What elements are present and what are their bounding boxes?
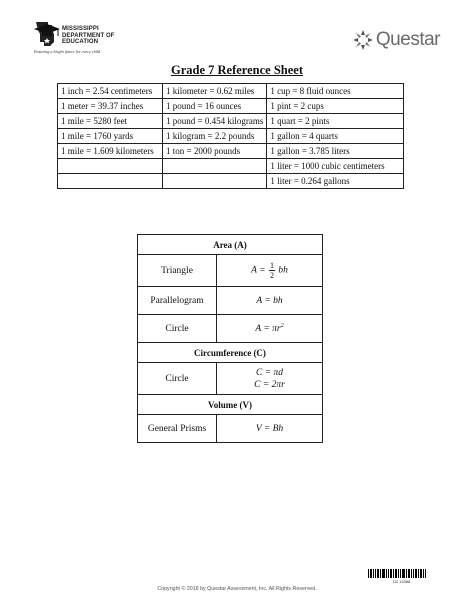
- one-half-fraction: [269, 261, 275, 280]
- table-cell: [58, 159, 163, 174]
- table-cell: 1 ton = 2000 pounds: [163, 144, 267, 159]
- table-row: [58, 129, 404, 144]
- formula-table: [137, 234, 323, 443]
- table-cell: 1 liter = 0.264 gallons: [267, 174, 404, 189]
- mde-tagline: Ensuring a bright future for every child: [34, 49, 101, 54]
- table-cell: 1 pound = 16 ounces: [163, 99, 267, 114]
- questar-mark-icon: [353, 30, 373, 50]
- triangle-label: Triangle: [138, 255, 217, 287]
- questar-logo: [353, 29, 440, 51]
- table-row: [58, 174, 404, 189]
- barcode: [368, 569, 438, 578]
- table-cell: 1 gallon = 4 quarts: [267, 129, 404, 144]
- page-title: Grade 7 Reference Sheet: [170, 63, 303, 77]
- area-header: Area (A): [138, 235, 323, 255]
- parallelogram-formula: A = bh: [217, 287, 323, 315]
- questar-wordmark: Questar: [375, 29, 440, 50]
- mde-wordmark: [62, 26, 115, 46]
- prisms-formula: V = Bh: [217, 415, 323, 443]
- table-cell: 1 cup = 8 fluid ounces: [267, 84, 404, 99]
- triangle-formula: [217, 255, 323, 287]
- mde-line: EDUCATION: [62, 39, 99, 46]
- table-cell: 1 pound = 0.454 kilograms: [163, 114, 267, 129]
- triangle-rhs: bh: [278, 265, 288, 276]
- mde-line: MISSISSIPPI: [62, 26, 99, 32]
- parallelogram-label: Parallelogram: [138, 287, 217, 315]
- circle-circumference-formulas: [217, 363, 323, 395]
- volume-header: Volume (V): [138, 395, 323, 415]
- table-cell: [163, 159, 267, 174]
- table-cell: 1 pint = 2 cups: [267, 99, 404, 114]
- table-cell: [163, 174, 267, 189]
- table-cell: 1 kilometer = 0.62 miles: [163, 84, 267, 99]
- table-row: [58, 159, 404, 174]
- table-row: [58, 114, 404, 129]
- circumference-formula-diameter: C = πd: [255, 367, 283, 378]
- barcode-number: D2 14388: [393, 579, 411, 584]
- table-cell: [58, 174, 163, 189]
- table-cell: 1 inch = 2.54 centimeters: [58, 84, 163, 99]
- prisms-label: General Prisms: [138, 415, 217, 443]
- circumference-formula-radius: C = 2πr: [254, 379, 285, 390]
- table-cell: 1 mile = 1.609 kilometers: [58, 144, 163, 159]
- circle-circumference-label: Circle: [138, 363, 217, 395]
- table-cell: 1 kilogram = 2.2 pounds: [163, 129, 267, 144]
- fraction-denominator: 2: [269, 271, 274, 280]
- fraction-numerator: 1: [269, 261, 274, 270]
- copyright-notice: Copyright © 2018 by Questar Assessment, Inc. All Rights Reserved.: [157, 586, 317, 592]
- mde-logo: [34, 20, 144, 56]
- table-cell: 1 mile = 1760 yards: [58, 129, 163, 144]
- table-cell: 1 gallon = 3.785 liters: [267, 144, 404, 159]
- circumference-header: Circumference (C): [138, 343, 323, 363]
- circle-area-base: A = πr: [255, 324, 281, 335]
- table-cell: 1 meter = 39.37 inches: [58, 99, 163, 114]
- circle-area-formula: [217, 315, 323, 343]
- table-cell: 1 mile = 5280 feet: [58, 114, 163, 129]
- table-cell: 1 liter = 1000 cubic centimeters: [267, 159, 404, 174]
- graduation-cap-state-icon: [34, 20, 60, 50]
- circle-area-exponent: 2: [280, 322, 284, 329]
- table-row: [58, 99, 404, 114]
- circle-area-label: Circle: [138, 315, 217, 343]
- table-row: [58, 84, 404, 99]
- table-row: [58, 144, 404, 159]
- triangle-lhs: A =: [251, 265, 266, 276]
- table-cell: 1 quart = 2 pints: [267, 114, 404, 129]
- conversion-table: [57, 83, 404, 189]
- mde-line: DEPARTMENT OF: [62, 32, 115, 39]
